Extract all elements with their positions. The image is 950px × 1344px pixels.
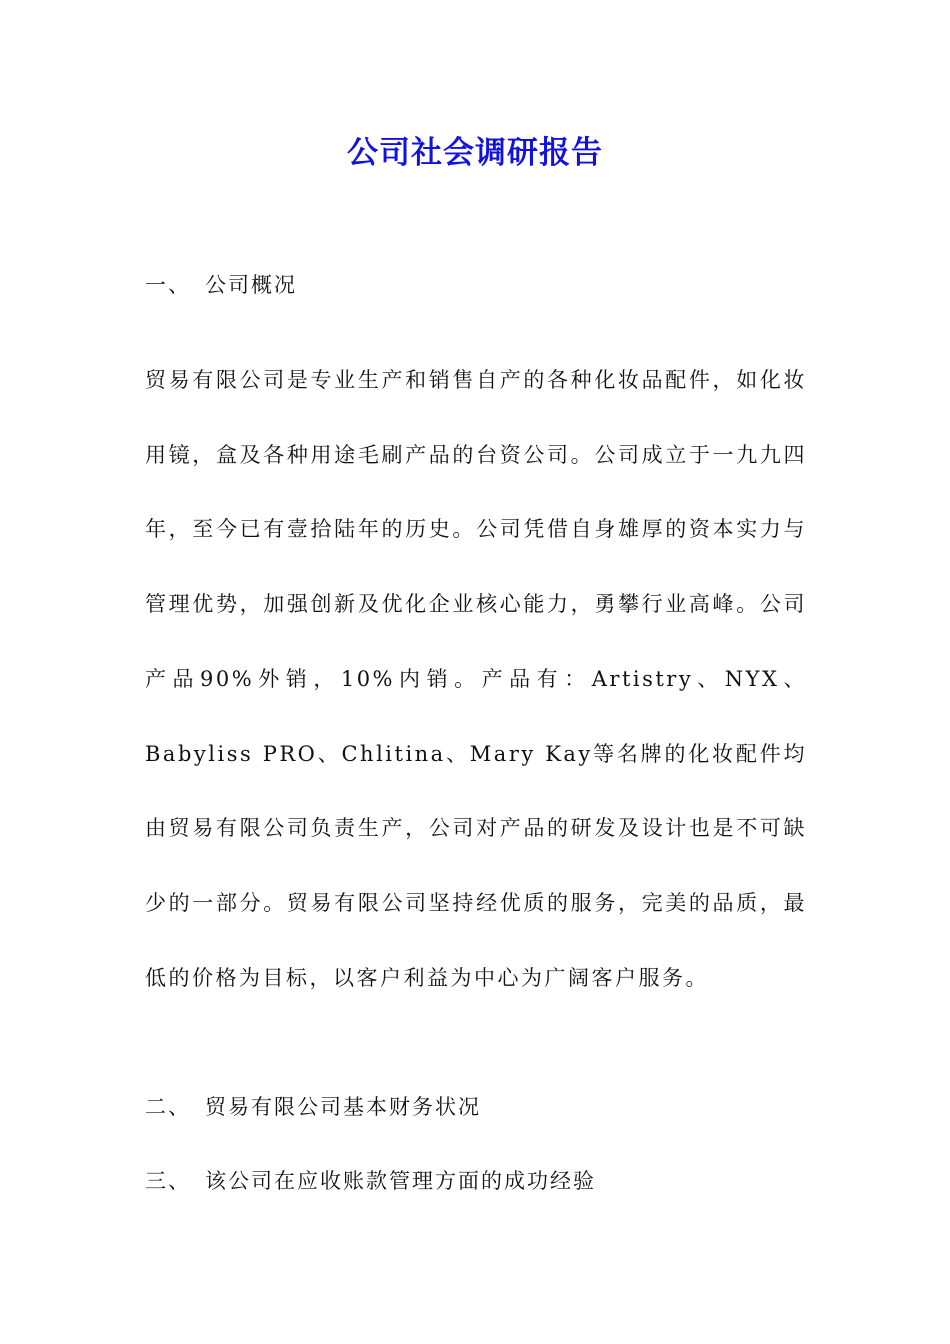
- document-title: 公司社会调研报告: [347, 135, 603, 171]
- section-heading-1: [145, 270, 297, 300]
- section-number: 三、: [145, 1169, 191, 1193]
- section-heading-2: [145, 1092, 481, 1122]
- section-title: 贸易有限公司基本财务状况: [205, 1095, 481, 1119]
- section-title: 公司概况: [205, 273, 297, 297]
- section-heading-3: [145, 1166, 596, 1196]
- section-title: 该公司在应收账款管理方面的成功经验: [205, 1169, 596, 1193]
- overview-paragraph: 贸易有限公司是专业生产和销售自产的各种化妆品配件，如化妆用镜，盒及各种用途毛刷产品的台资公司。公司成立于一九九四年，至今已有壹拾陆年的历史。公司凭借自身雄厚的资本实力与管理优势，加强创新及优化企业核心能力，勇攀行业高峰。公司产品90%外销，10%内销。产品有：Artistry、NYX、Babyliss PRO、Chlitina、Mary Kay等名牌的化妆配件均由贸易有限公司负责生产，公司对产品的研发及设计也是不可缺少的一部分。贸易有限公司坚持经优质的服务，完美的品质，最低的价格为目标，以客户利益为中心为广阔客户服务。: [145, 368, 807, 990]
- section-number: 二、: [145, 1095, 191, 1119]
- section-number: 一、: [145, 273, 191, 297]
